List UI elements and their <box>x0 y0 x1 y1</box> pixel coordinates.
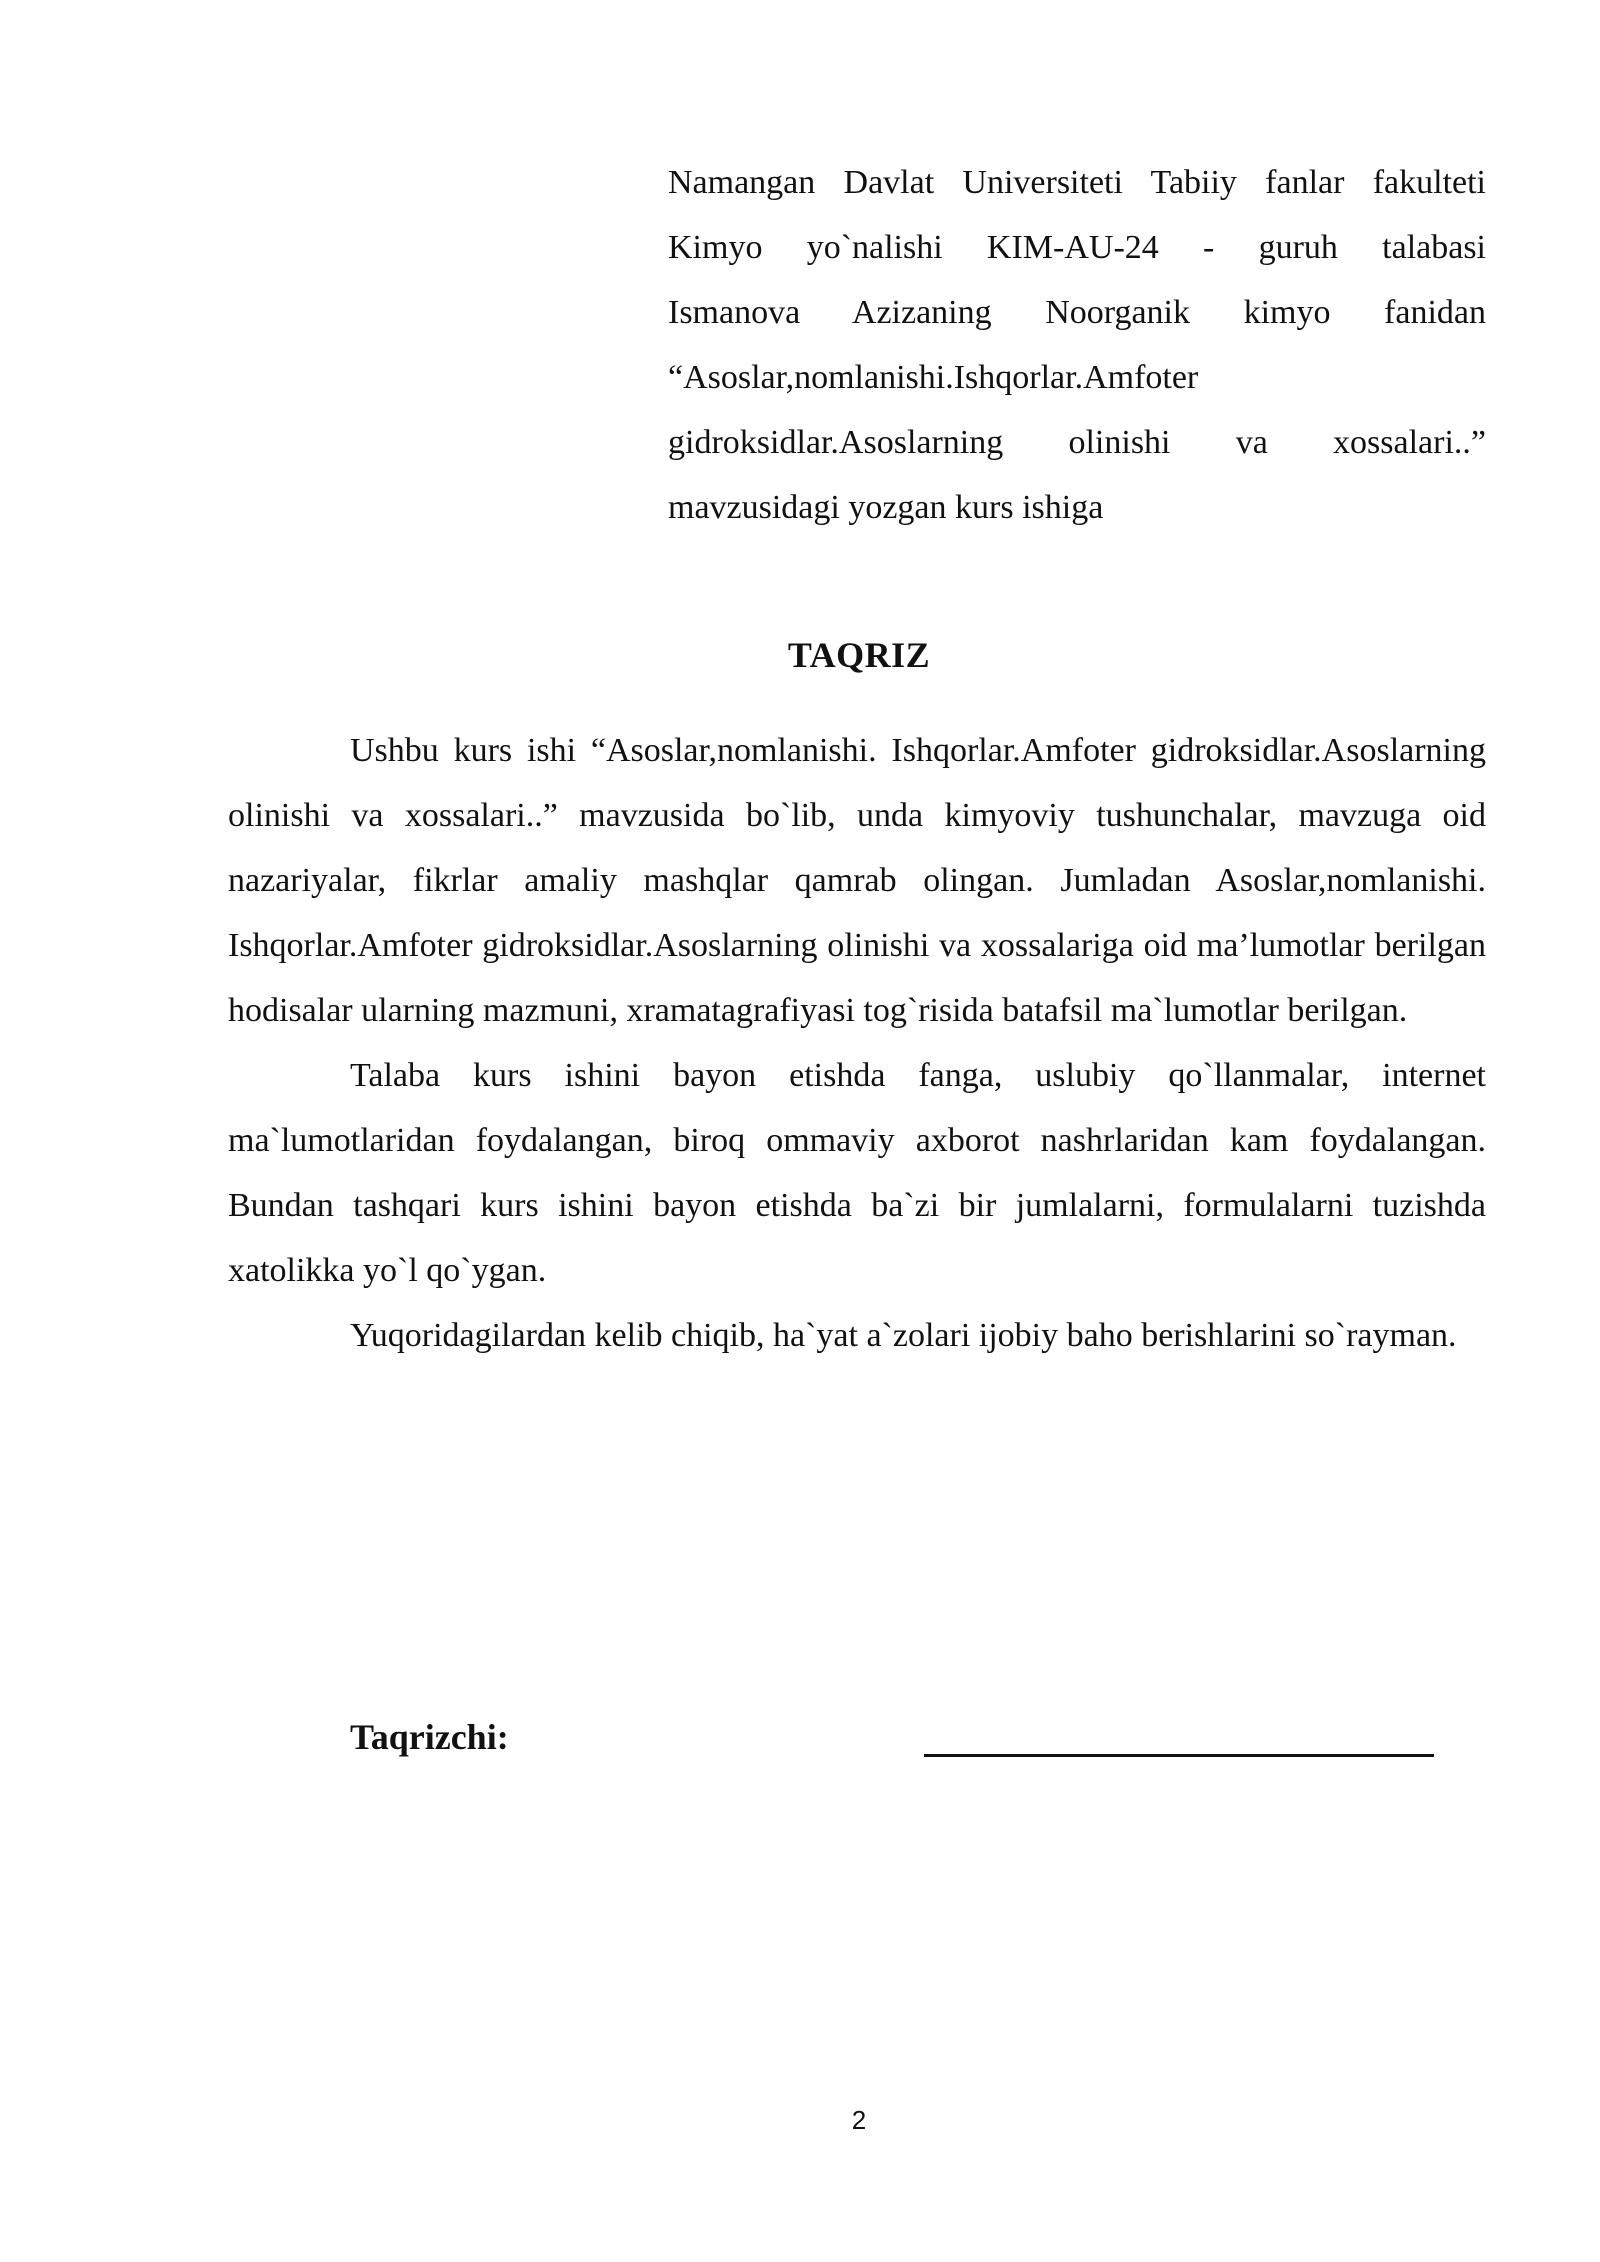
addressee-line: mavzusidagi yozgan kurs ishiga <box>668 489 1104 526</box>
signature-line <box>924 1754 1434 1757</box>
addressee-line: gidroksidlar.Asoslarning olinishi va xossalari..” <box>668 424 1486 461</box>
document-title: TAQRIZ <box>787 635 931 675</box>
reviewer-label: Taqrizchi: <box>350 1717 509 1757</box>
review-paragraph: Talaba kurs ishini bayon etishda fanga, uslubiy qo`llanmalar, internet ma`lumotlaridan foydalangan, biroq ommaviy axborot nashrlaridan kam foydalangan. Bundan tashqari kurs ishini bayon etishda ba`zi bir jumlalarni, formulalarni tuzishda xatolikka yo`l qo`ygan. <box>228 1057 1486 1289</box>
review-paragraph: Ushbu kurs ishi “Asoslar,nomlanishi. Ishqorlar.Amfoter gidroksidlar.Asoslarning olinishi va xossalari..” mavzusida bo`lib, unda kimyoviy tushunchalar, mavzuga oid nazariyalar, fikrlar amaliy mashqlar qamrab olingan. Jumladan Asoslar,nomlanishi. Ishqorlar.Amfoter gidroksidlar.Asoslarning olinishi va xossalariga oid ma’lumotlar berilgan hodisalar ularning mazmuni, xramatagrafiyasi tog`risida batafsil ma`lumotlar berilgan. <box>228 732 1486 1029</box>
addressee-line: “Asoslar,nomlanishi.Ishqorlar.Amfoter <box>668 359 1199 396</box>
addressee-line: Namangan Davlat Universiteti Tabiiy fanlar fakulteti <box>668 164 1486 201</box>
page-number: 2 <box>851 2105 867 2135</box>
addressee-line: Ismanova Azizaning Noorganik kimyo fanidan <box>668 294 1486 331</box>
addressee-line: Kimyo yo`nalishi KIM-AU-24 - guruh talabasi <box>668 229 1486 266</box>
review-body <box>228 718 1486 1368</box>
addressee-block <box>668 150 1486 540</box>
review-paragraph: Yuqoridagilardan kelib chiqib, ha`yat a`zolari ijobiy baho berishlarini so`rayman. <box>350 1317 1457 1354</box>
signature-row <box>350 1712 1486 1772</box>
